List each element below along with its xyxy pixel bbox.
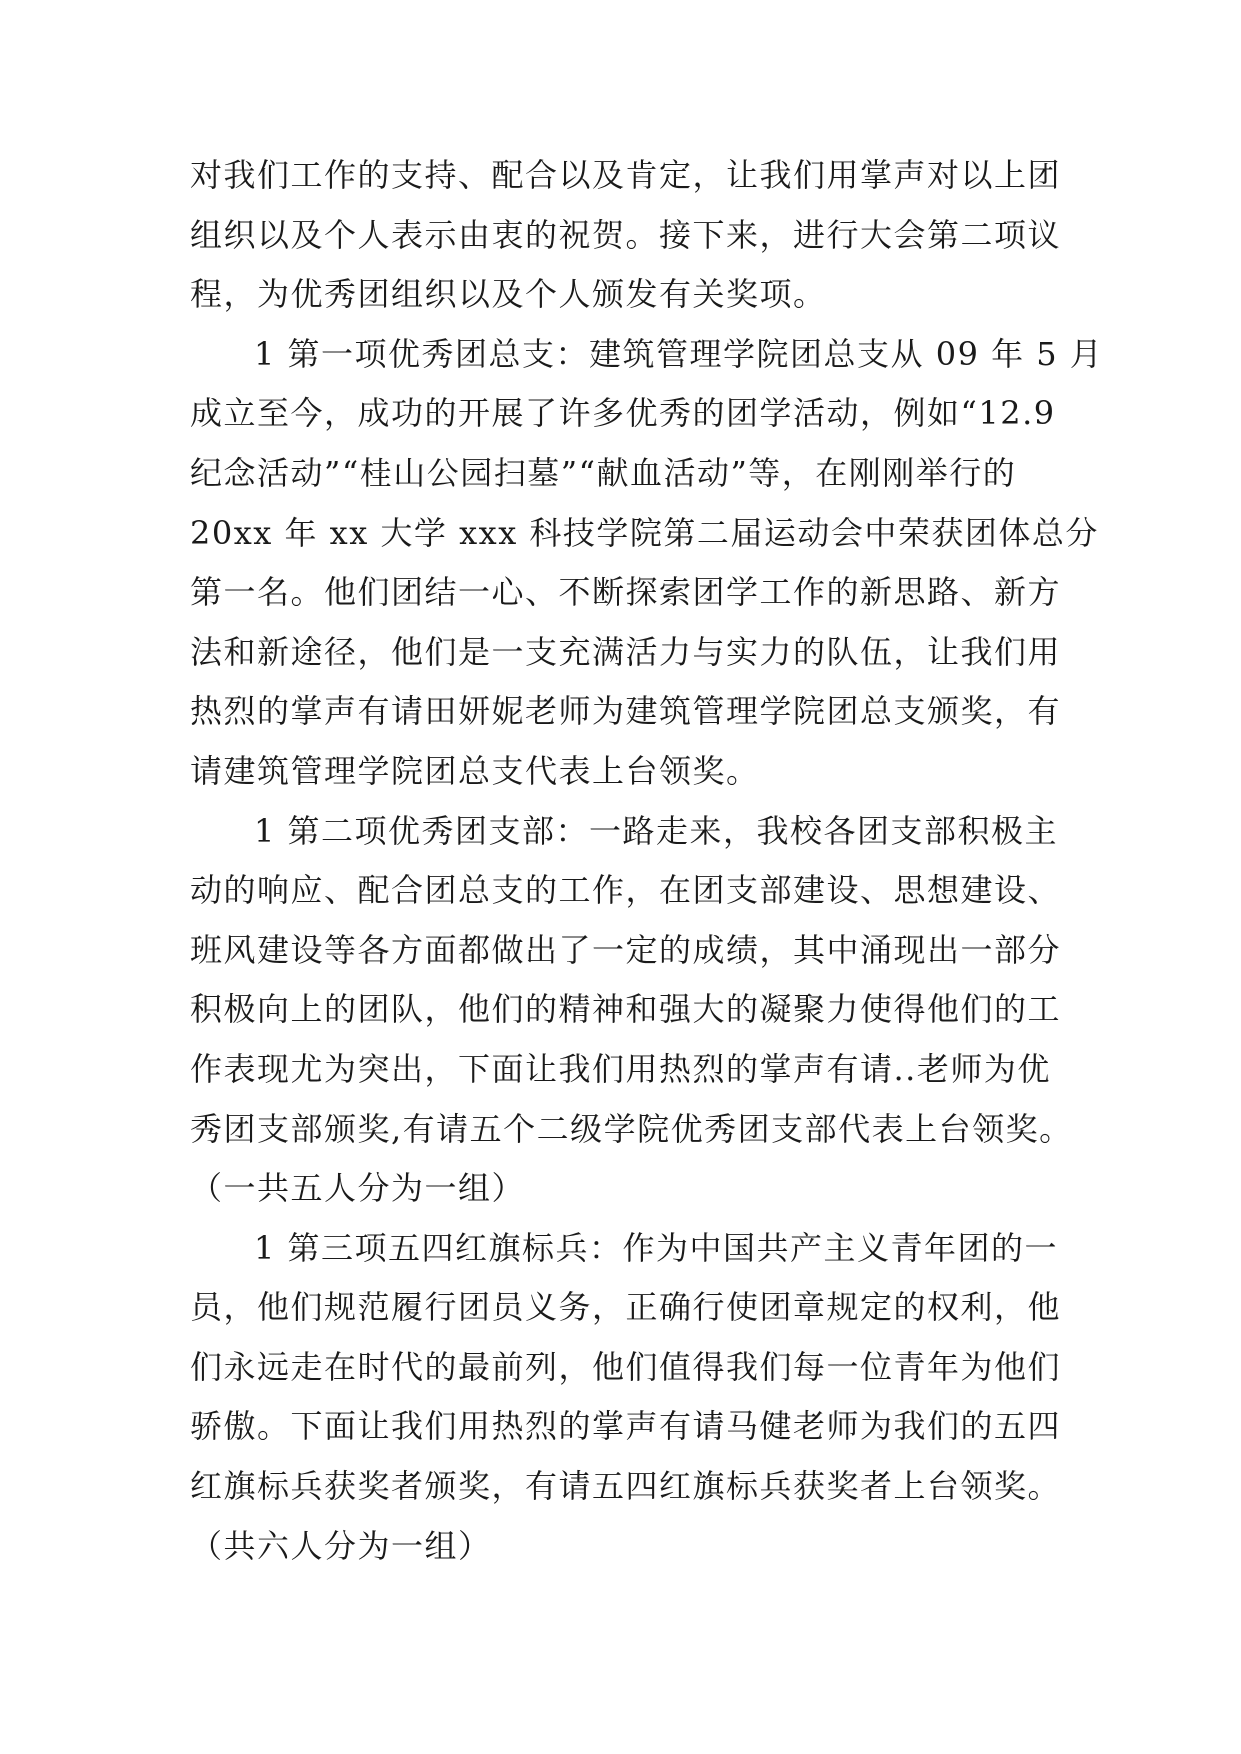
text-line: 程，为优秀团组织以及个人颁发有关奖项。 [190, 275, 827, 314]
text-line: 动的响应、配合团总支的工作，在团支部建设、思想建设、 [190, 871, 1062, 910]
text-line: 纪念活动”“桂山公园扫墓”“献血活动”等，在刚刚举行的 [190, 453, 1017, 492]
text-line: 员，他们规范履行团员义务，正确行使团章规定的权利，他 [190, 1288, 1062, 1327]
text-line: 1 第二项优秀团支部：一路走来，我校各团支部积极主 [254, 811, 1059, 850]
paragraph-1 [190, 146, 1070, 325]
text-line: 作表现尤为突出，下面让我们用热烈的掌声有请..老师为优 [190, 1049, 1051, 1088]
text-line: 秀团支部颁奖,有请五个二级学院优秀团支部代表上台领奖。 [190, 1109, 1073, 1148]
text-line: （一共五人分为一组） [190, 1169, 526, 1208]
text-line: 热烈的掌声有请田妍妮老师为建筑管理学院团总支颁奖，有 [190, 692, 1062, 731]
text-line: 1 第三项五四红旗标兵：作为中国共产主义青年团的一 [254, 1228, 1059, 1267]
text-line: 们永远走在时代的最前列，他们值得我们每一位青年为他们 [190, 1347, 1062, 1386]
text-line: 班风建设等各方面都做出了一定的成绩，其中涌现出一部分 [190, 930, 1062, 969]
paragraph-3 [190, 802, 1073, 1219]
document-body [190, 146, 1104, 1576]
paragraph-2 [190, 325, 1104, 802]
text-line: 骄傲。下面让我们用热烈的掌声有请马健老师为我们的五四 [190, 1407, 1062, 1446]
text-line: 请建筑管理学院团总支代表上台领奖。 [190, 751, 760, 790]
text-line: 法和新途径，他们是一支充满活力与实力的队伍，让我们用 [190, 632, 1062, 671]
text-line: 20xx 年 xx 大学 xxx 科技学院第二届运动会中荣获团体总分 [190, 513, 1099, 552]
text-line: 成立至今，成功的开展了许多优秀的团学活动，例如“12.9 [190, 394, 1056, 433]
text-line: 积极向上的团队，他们的精神和强大的凝聚力使得他们的工 [190, 990, 1062, 1029]
text-line: 第一名。他们团结一心、不断探索团学工作的新思路、新方 [190, 573, 1062, 612]
text-line: 组织以及个人表示由衷的祝贺。接下来，进行大会第二项议 [190, 215, 1062, 254]
text-line: 对我们工作的支持、配合以及肯定，让我们用掌声对以上团 [190, 156, 1062, 194]
text-line: 红旗标兵获奖者颁奖，有请五四红旗标兵获奖者上台领奖。 [190, 1467, 1062, 1506]
text-line: 1 第一项优秀团总支：建筑管理学院团总支从 09 年 5 月 [254, 334, 1104, 373]
paragraph-4 [190, 1219, 1070, 1577]
text-line: （共六人分为一组） [190, 1526, 492, 1565]
